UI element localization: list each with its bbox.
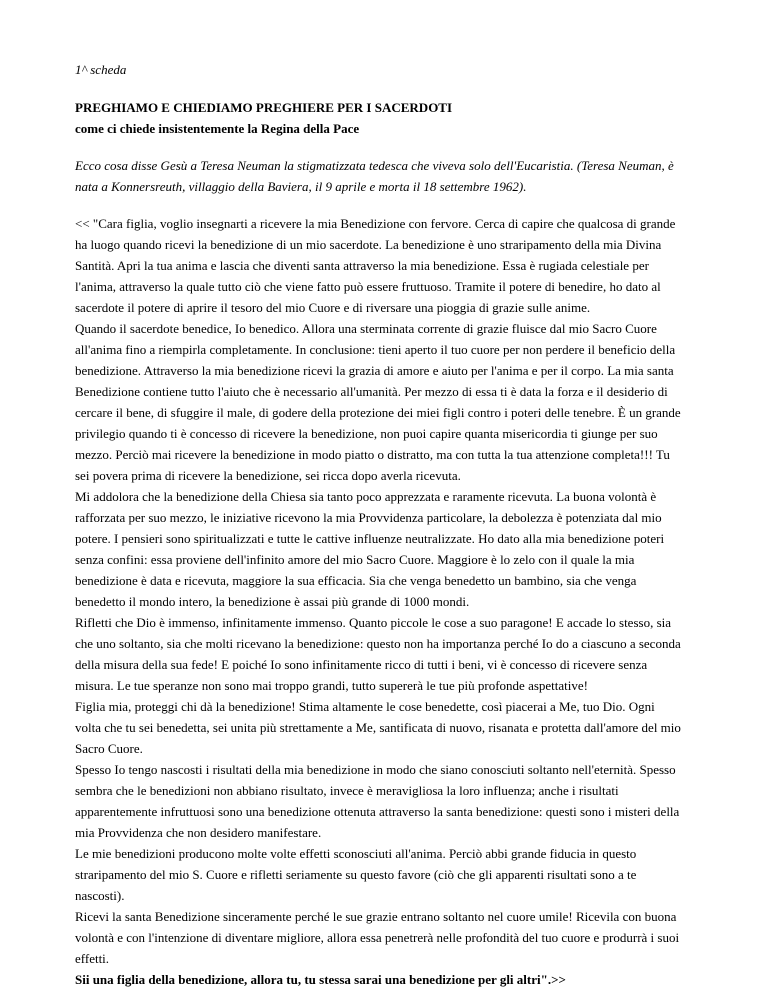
body-paragraph: Ricevi la santa Benedizione sinceramente perché le sue grazie entrano soltanto nel cuore umile! Ricevila con buona volontà e con l'intenzione di diventare migliore, allora essa penetrerà nelle profondità del tuo cuore e produrrà i suoi effetti. — [75, 909, 680, 966]
document-page — [75, 59, 681, 990]
intro-paragraph: Ecco cosa disse Gesù a Teresa Neuman la stigmatizzata tedesca che viveva solo dell'Eucaristia. (Teresa Neuman, è nata a Konnersreuth, villaggio della Baviera, il 9 aprile e morta il 18 settembre 1962). — [75, 158, 674, 194]
body-paragraph: Mi addolora che la benedizione della Chiesa sia tanto poco apprezzata e raramente ricevuta. La buona volontà è rafforzata per suo mezzo, le iniziative ricevono la mia Provvidenza particolare, la debolezza è potenziata dal mio potere. I pensieri sono spiritualizzati e tutte le cattive influenze neutralizzate. Ho dato alla mia benedizione poteri senza confini: essa proviene dell'infinito amore del mio Sacro Cuore. Maggiore è lo zelo con il quale la mia benedizione è data e ricevuta, maggiore la sua efficacia. Sia che venga benedetto un bambino, sia che venga benedetto il mondo intero, la benedizione è assai più grande di 1000 mondi. — [75, 489, 665, 609]
body-paragraph: Rifletti che Dio è immenso, infinitamente immenso. Quanto piccole le cose a suo paragone! E accade lo stesso, sia che uno soltanto, sia che molti ricevano la benedizione: questo non ha importanza perché Io do a ciascuno a seconda della misura della sua fede! E poiché Io sono infinitamente ricco di tutti i beni, vi è concesso di ricevere senza misura. Le tue speranze non sono mai troppo grandi, tutto supererà le tue più profonde aspettative! — [75, 615, 681, 693]
document-subtitle: come ci chiede insistentemente la Regina della Pace — [75, 121, 360, 136]
body-paragraph: Figlia mia, proteggi chi dà la benedizione! Stima altamente le cose benedette, così piacerai a Me, tuo Dio. Ogni volta che tu sei benedetta, sei unita più strettamente a Me, santificata di nuovo, risanata e protetta dall'amore del mio Sacro Cuore. — [75, 699, 681, 756]
spacer — [75, 139, 681, 155]
document-title: PREGHIAMO E CHIEDIAMO PREGHIERE PER I SACERDOTI — [75, 100, 453, 115]
body-paragraph: Spesso Io tengo nascosti i risultati della mia benedizione in modo che siano conosciuti soltanto nell'eternità. Spesso sembra che le benedizioni non abbiano risultato, invece è meravigliosa la loro influenza; anche i risultati apparentemente infruttuosi sono una benedizione ottenuta attraverso la santa benedizione: questi sono i misteri della mia Provvidenza che non desidero manifestare. — [75, 762, 680, 840]
spacer — [75, 80, 681, 97]
body-paragraph: Quando il sacerdote benedice, Io benedico. Allora una sterminata corrente di grazie fluisce dal mio Sacro Cuore all'anima fino a riempirla completamente. In conclusione: tieni aperto il tuo cuore per non perdere il beneficio della benedizione. Attraverso la mia benedizione ricevi la grazia di amore e aiuto per l'anima e per il corpo. La mia santa Benedizione contiene tutto l'aiuto che è necessario all'umanità. Per mezzo di essa ti è data la forza e il desiderio di cercare il bene, di sfuggire il male, di godere della protezione dei miei figli contro i poteri delle tenebre. È un grande privilegio quando ti è concesso di ricevere la benedizione, non puoi capire quanta misericordia ti giunge per suo mezzo. Perciò mai ricevere la benedizione in modo piatto o distratto, ma con tutta la tua attenzione completa!!! Tu sei povera prima di ricevere la benedizione, sei ricca dopo averla ricevuta. — [75, 321, 681, 483]
body-paragraph: Le mie benedizioni producono molte volte effetti sconosciuti all'anima. Perciò abbi grande fiducia in questo straripamento del mio S. Cuore e rifletti seriamente su questo favore (ciò che gli apparenti risultati sono a te nascosti). — [75, 846, 637, 903]
closing-line: Sii una figlia della benedizione, allora tu, tu stessa sarai una benedizione per gli altri".>> — [75, 972, 566, 987]
scheda-label: 1^ scheda — [75, 62, 127, 77]
body-paragraph: << "Cara figlia, voglio insegnarti a ricevere la mia Benedizione con fervore. Cerca di capire che qualcosa di grande ha luogo quando ricevi la benedizione di un mio sacerdote. La benedizione è uno straripamento della mia Divina Santità. Apri la tua anima e lascia che diventi santa attraverso la mia benedizione. Essa è rugiada celestiale per l'anima, attraverso la quale tutto ciò che viene fatto può essere fruttuoso. Tramite il potere di benedire, ho dato al sacerdote il potere di aprire il tesoro del mio Cuore e di riversare una pioggia di grazie sulle anime. — [75, 216, 676, 315]
spacer — [75, 197, 681, 213]
